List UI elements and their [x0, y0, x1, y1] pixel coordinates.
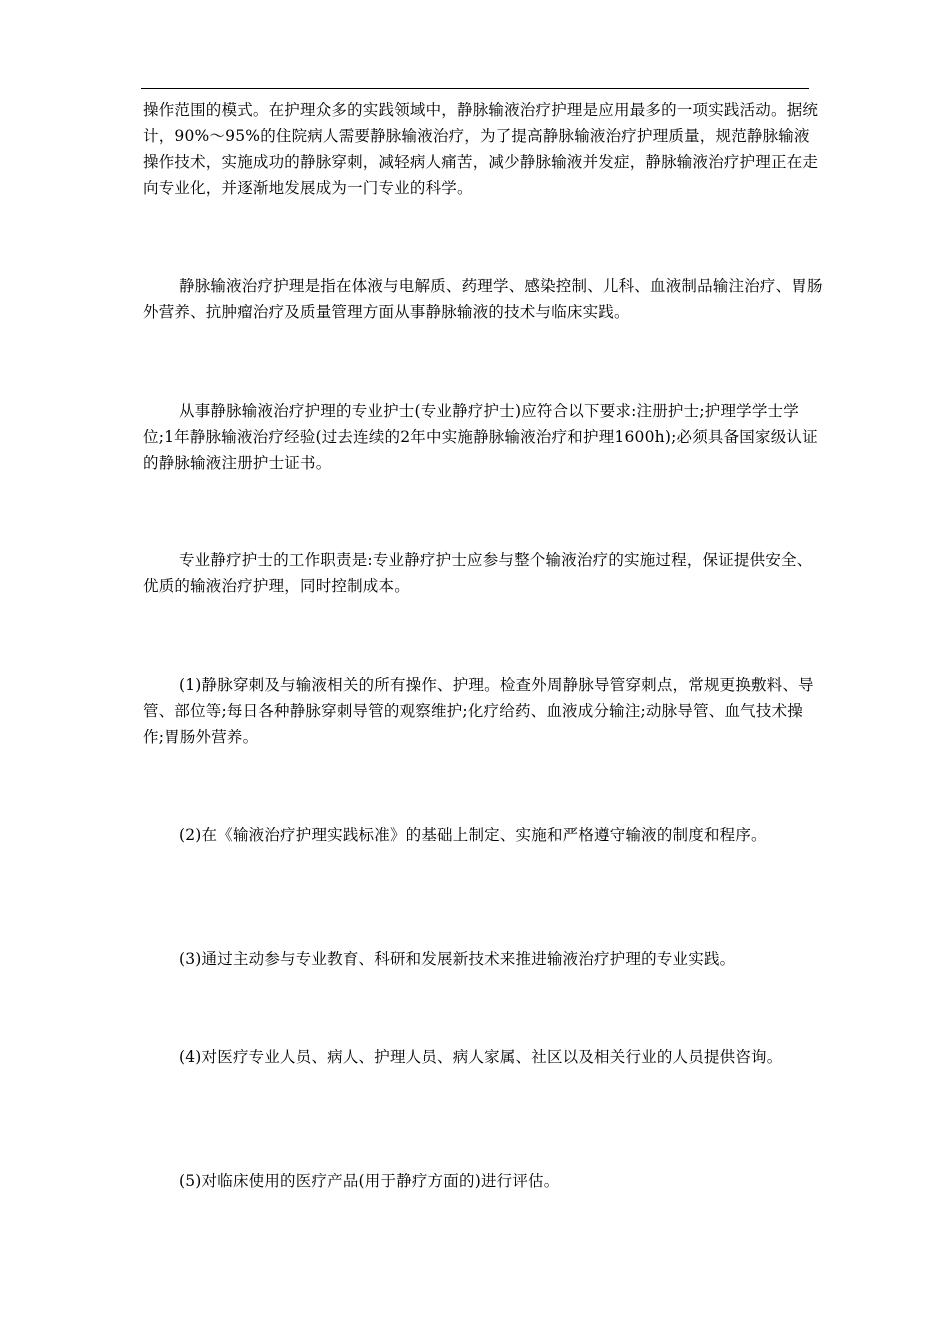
- paragraph-duties: 专业静疗护士的工作职责是:专业静疗护士应参与整个输液治疗的实施过程，保证提供安全、优质的输液治疗护理，同时控制成本。: [143, 551, 813, 595]
- header-rule: [141, 88, 809, 89]
- paragraph-requirements: 从事静脉输液治疗护理的专业护士(专业静疗护士)应符合以下要求:注册护士;护理学学士学位;1年静脉输液治疗经验(过去连续的2年中实施静脉输液治疗和护理1600h);必须具备国家级认证的静脉输液注册护士证书。: [143, 402, 818, 472]
- paragraph-item-2: (2)在《输液治疗护理实践标准》的基础上制定、实施和严格遵守输液的制度和程序。: [179, 826, 767, 844]
- paragraph-definition: 静脉输液治疗护理是指在体液与电解质、药理学、感染控制、儿科、血液制品输注治疗、胃肠外营养、抗肿瘤治疗及质量管理方面从事静脉输液的技术与临床实践。: [143, 277, 823, 321]
- paragraph-item-3: (3)通过主动参与专业教育、科研和发展新技术来推进输液治疗护理的专业实践。: [179, 950, 736, 968]
- paragraph-item-4: (4)对医疗专业人员、病人、护理人员、病人家属、社区以及相关行业的人员提供咨询。: [179, 1048, 783, 1066]
- paragraph-item-5: (5)对临床使用的医疗产品(用于静疗方面的)进行评估。: [179, 1172, 560, 1190]
- paragraph-intro-continuation: 操作范围的模式。在护理众多的实践领域中，静脉输液治疗护理是应用最多的一项实践活动。据统计，90%～95%的住院病人需要静脉输液治疗，为了提高静脉输液治疗护理质量，规范静脉输液操作技术，实施成功的静脉穿刺，减轻病人痛苦，减少静脉输液并发症，静脉输液治疗护理正在走向专业化，并逐渐地发展成为一门专业的科学。: [143, 101, 819, 197]
- paragraph-item-1: (1)静脉穿刺及与输液相关的所有操作、护理。检查外周静脉导管穿刺点，常规更换敷料、导管、部位等;每日各种静脉穿刺导管的观察维护;化疗给药、血液成分输注;动脉导管、血气技术操作;胃肠外营养。: [143, 676, 814, 746]
